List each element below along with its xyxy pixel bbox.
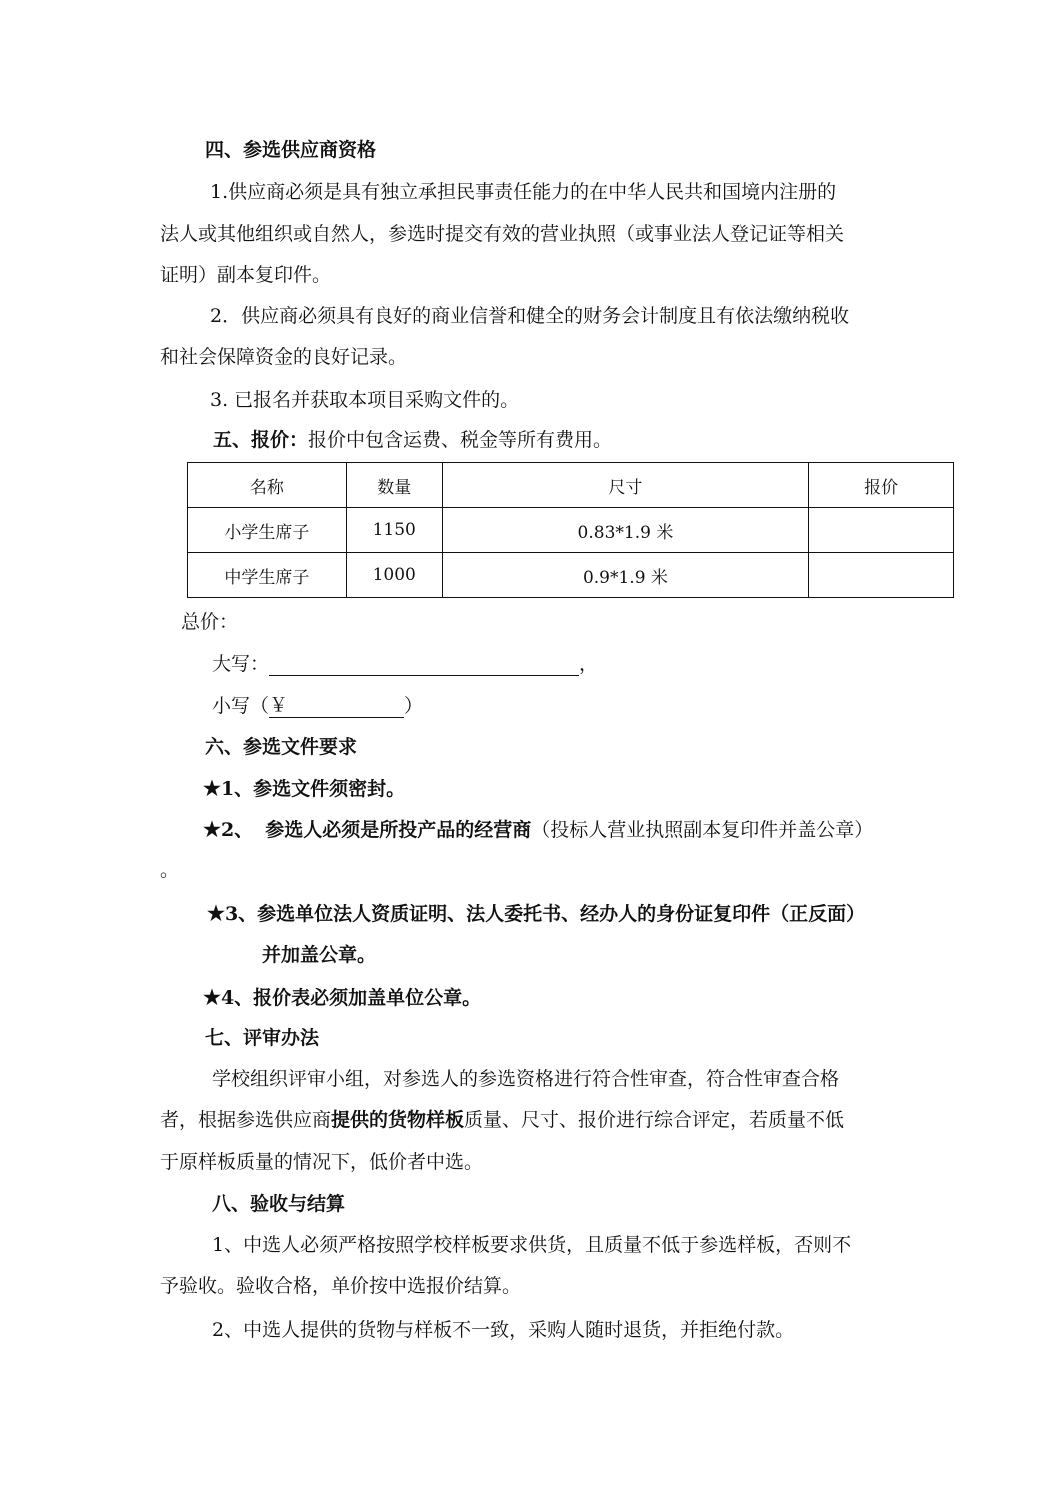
requirement-2-number: 2、 [220,819,254,841]
requirement-2-rest: （投标人营业执照副本复印件并盖公章） [531,819,874,841]
cell-name: 小学生席子 [188,508,347,553]
sec4-p1-line1: 1.供应商必须是具有独立承担民事责任能力的在中华人民共和国境内注册的 [210,181,837,203]
section-5-heading: 五、报价： [213,429,309,451]
header-size: 尺寸 [442,463,809,508]
requirement-3 [207,901,865,926]
header-quantity: 数量 [346,463,442,508]
sec7-line1: 学校组织评审小组，对参选人的参选资格进行符合性审查，符合性审查合格 [212,1068,840,1090]
star-icon: ★ [203,985,221,1009]
section-5-line [213,428,612,452]
sec4-p2-line1: 2．供应商必须具有良好的商业信誉和健全的财务会计制度且有依法缴纳税收 [210,305,850,327]
total-label: 总价： [181,611,239,633]
sec4-p1-line3: 证明）副本复印件。 [160,264,332,286]
cell-price [809,553,954,598]
upper-amount-blank[interactable] [269,655,579,676]
cell-name: 中学生席子 [188,553,347,598]
sec4-p2-line2: 和社会保障资金的良好记录。 [160,346,408,368]
cell-quantity: 1000 [346,553,442,598]
sec8-p2: 2、中选人提供的货物与样板不一致，采购人随时退货，并拒绝付款。 [212,1319,795,1341]
header-name: 名称 [188,463,347,508]
lower-amount-blank[interactable] [269,693,404,718]
sec7-line2-bold: 提供的货物样板 [331,1109,465,1131]
section-8-heading: 八、验收与结算 [212,1193,346,1215]
section-6-heading: 六、参选文件要求 [205,736,358,758]
header-price: 报价 [809,463,954,508]
star-icon: ★ [203,817,221,841]
section-4-heading: 四、参选供应商资格 [205,139,377,161]
requirement-2 [203,817,873,842]
cell-quantity: 1150 [346,508,442,553]
requirement-2-bold: 参选人必须是所投产品的经营商 [265,819,532,841]
requirement-3-text: 3、参选单位法人资质证明、法人委托书、经办人的身份证复印件（正反面） [224,903,866,925]
sec4-p1-line2: 法人或其他组织或自然人，参选时提交有效的营业执照（或事业法人登记证等相关 [160,223,845,245]
total-lower-row [212,693,423,718]
star-icon: ★ [207,901,225,925]
requirement-2-tail: 。 [160,859,180,881]
requirement-3-cont: 并加盖公章。 [262,944,377,966]
total-upper-row [212,652,598,676]
upper-label: 大写： [212,653,270,675]
upper-suffix: ， [579,653,599,675]
sec8-p1-line2: 予验收。验收合格，单价按中选报价结算。 [160,1275,522,1297]
cell-size: 0.83*1.9 米 [442,508,809,553]
table-row [188,553,954,598]
table-row [188,508,954,553]
section-5-text: 报价中包含运费、税金等所有费用。 [308,429,613,451]
yuan-symbol: ￥ [269,694,289,716]
sec7-line2 [160,1108,844,1132]
quote-table [187,462,954,598]
requirement-4 [203,985,481,1010]
lower-suffix: ） [404,695,424,717]
requirement-1 [203,776,405,801]
star-icon: ★ [203,776,221,800]
cell-size: 0.9*1.9 米 [442,553,809,598]
table-header-row [188,463,954,508]
sec8-p1-line1: 1、中选人必须严格按照学校样板要求供货，且质量不低于参选样板，否则不 [212,1234,852,1256]
cell-price [809,508,954,553]
section-7-heading: 七、评审办法 [205,1027,320,1049]
sec7-line2-c: 质量、尺寸、报价进行综合评定，若质量不低 [464,1109,845,1131]
sec7-line2-a: 者，根据参选供应商 [160,1109,332,1131]
requirement-4-text: 4、报价表必须加盖单位公章。 [220,987,482,1009]
sec4-p3: 3. 已报名并获取本项目采购文件的。 [210,389,520,411]
requirement-1-text: 1、参选文件须密封。 [220,778,406,800]
lower-label: 小写（ [212,695,270,717]
sec7-line3: 于原样板质量的情况下，低价者中选。 [160,1151,484,1173]
